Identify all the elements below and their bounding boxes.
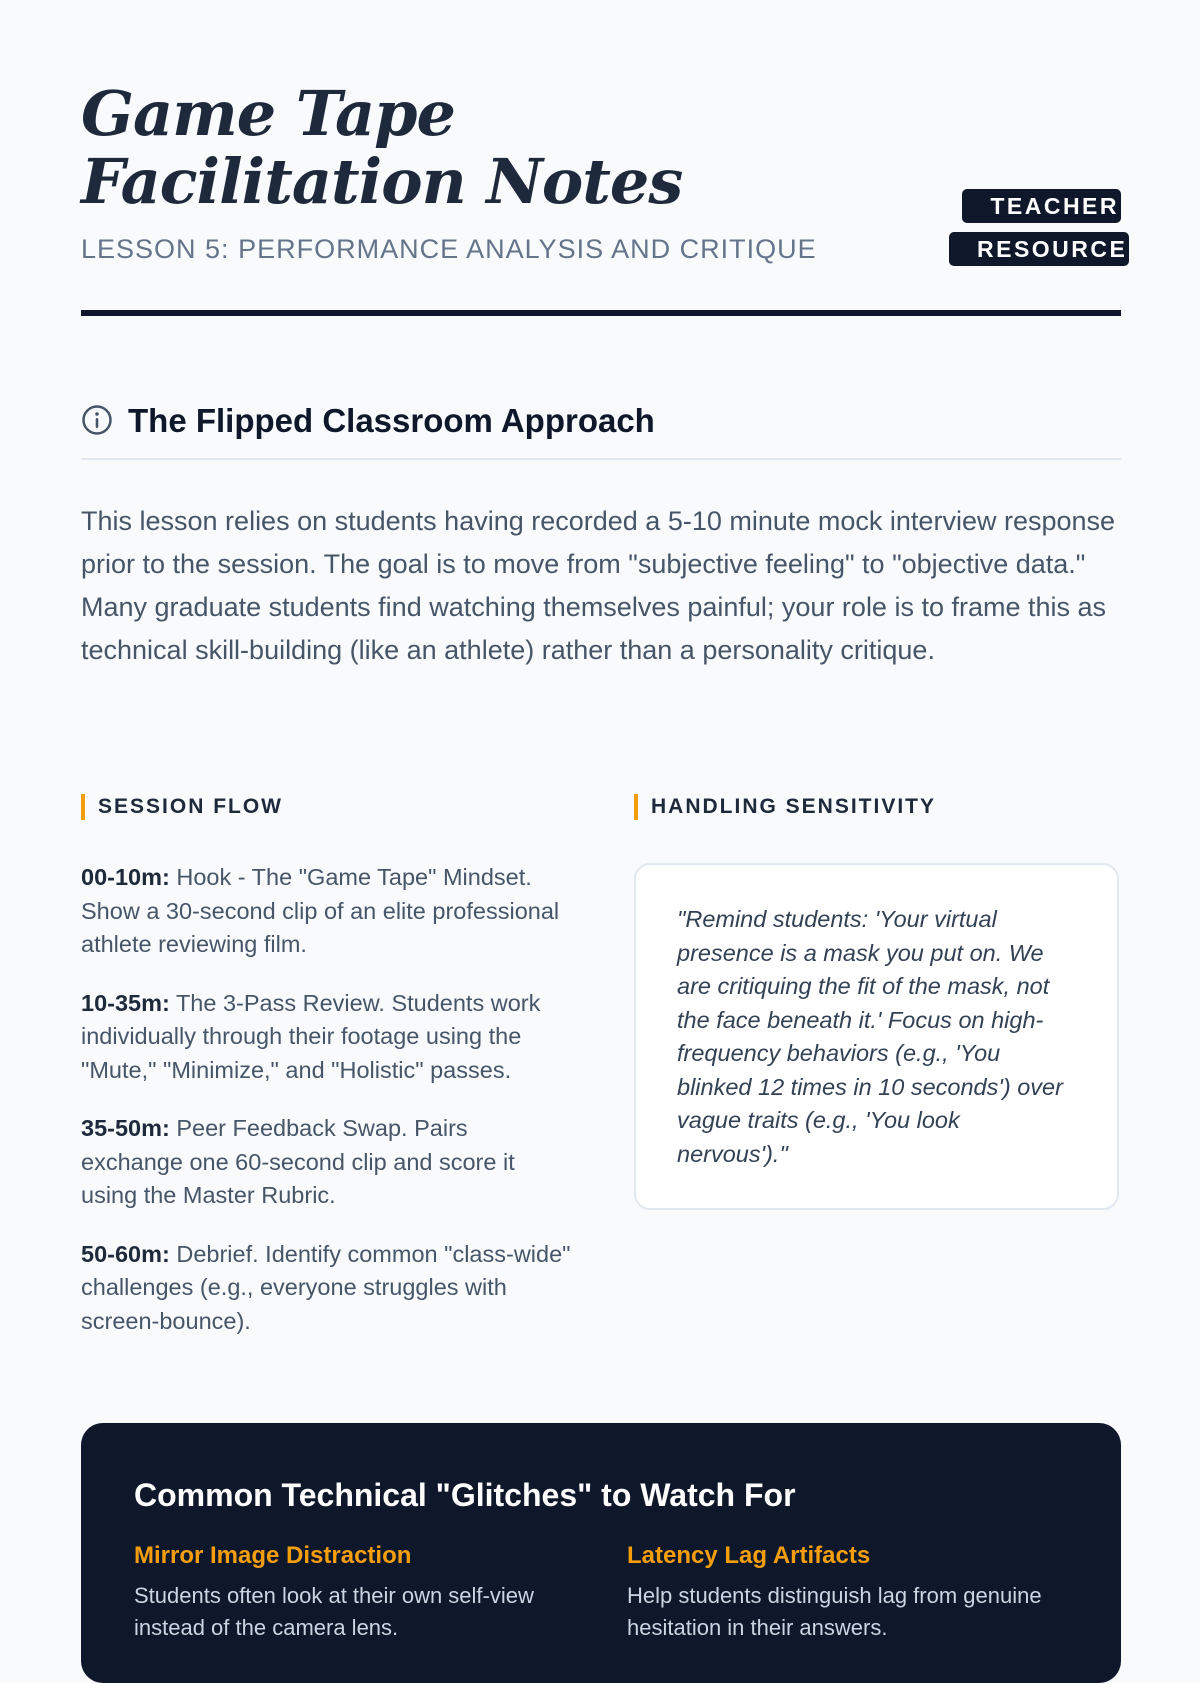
approach-title: The Flipped Classroom Approach	[128, 402, 655, 439]
glitch-item	[134, 1540, 574, 1644]
sensitivity-quote: "Remind students: 'Your virtual presence is a mask you put on. We are critiquing the fit of the mask, not the face beneath it.' Focus on high-frequency behaviors (e.g., 'You blinked 12 times in 10 seconds') over vague traits (e.g., 'You look nervous')."	[677, 906, 1063, 1167]
page-title: Game Tape Facilitation Notes	[81, 77, 683, 218]
flow-item	[81, 1112, 571, 1213]
flow-time: 50-60m:	[81, 1240, 170, 1267]
glitches-title: Common Technical "Glitches" to Watch For	[134, 1477, 796, 1513]
glitches-panel	[81, 1423, 1121, 1683]
flow-text: The 3-Pass Review. Students work individually through their footage using the "Mute," "Minimize," and "Holistic" passes.	[81, 989, 541, 1083]
badge-label: TEACHER RESOURCE	[949, 189, 1129, 266]
sensitivity-label: HANDLING SENSITIVITY	[634, 793, 1121, 821]
glitch-desc: Students often look at their own self-view instead of the camera lens.	[134, 1583, 534, 1640]
flow-text: Debrief. Identify common "class-wide" challenges (e.g., everyone struggles with screen-bounce).	[81, 1240, 571, 1334]
session-flow-label: SESSION FLOW	[81, 793, 571, 821]
teacher-resource-badge	[949, 185, 1128, 271]
approach-heading	[81, 400, 1121, 460]
session-flow-list	[81, 861, 571, 1363]
glitch-name: Latency Lag Artifacts	[627, 1542, 871, 1569]
glitch-item	[627, 1540, 1067, 1644]
glitch-desc: Help students distinguish lag from genuine hesitation in their answers.	[627, 1583, 1042, 1640]
flow-text: Hook - The "Game Tape" Mindset. Show a 30-second clip of an elite professional athlete reviewing film.	[81, 864, 560, 957]
lesson-subtitle: LESSON 5: PERFORMANCE ANALYSIS AND CRITIQUE	[81, 234, 817, 264]
flow-time: 00-10m:	[81, 864, 170, 890]
flow-item	[81, 861, 571, 962]
sensitivity-quote-card	[634, 863, 1119, 1210]
flow-item	[81, 987, 571, 1088]
sensitivity-column	[634, 793, 1121, 1167]
info-icon	[81, 404, 113, 436]
glitch-name: Mirror Image Distraction	[134, 1542, 412, 1569]
flow-text: Peer Feedback Swap. Pairs exchange one 60-second clip and score it using the Master Rubric.	[81, 1115, 515, 1208]
session-flow-column	[81, 793, 571, 1334]
flow-item	[81, 1238, 571, 1339]
flow-time: 10-35m:	[81, 989, 170, 1016]
header-divider	[81, 310, 1121, 316]
approach-body: This lesson relies on students having recorded a 5-10 minute mock interview response prior to the session. The goal is to move from "subjective feeling" to "objective data." Many graduate students find watching themselves painful; your role is to frame this as technical skill-building (like an athlete) rather than a personality critique.	[81, 506, 1116, 665]
flow-time: 35-50m:	[81, 1115, 170, 1141]
